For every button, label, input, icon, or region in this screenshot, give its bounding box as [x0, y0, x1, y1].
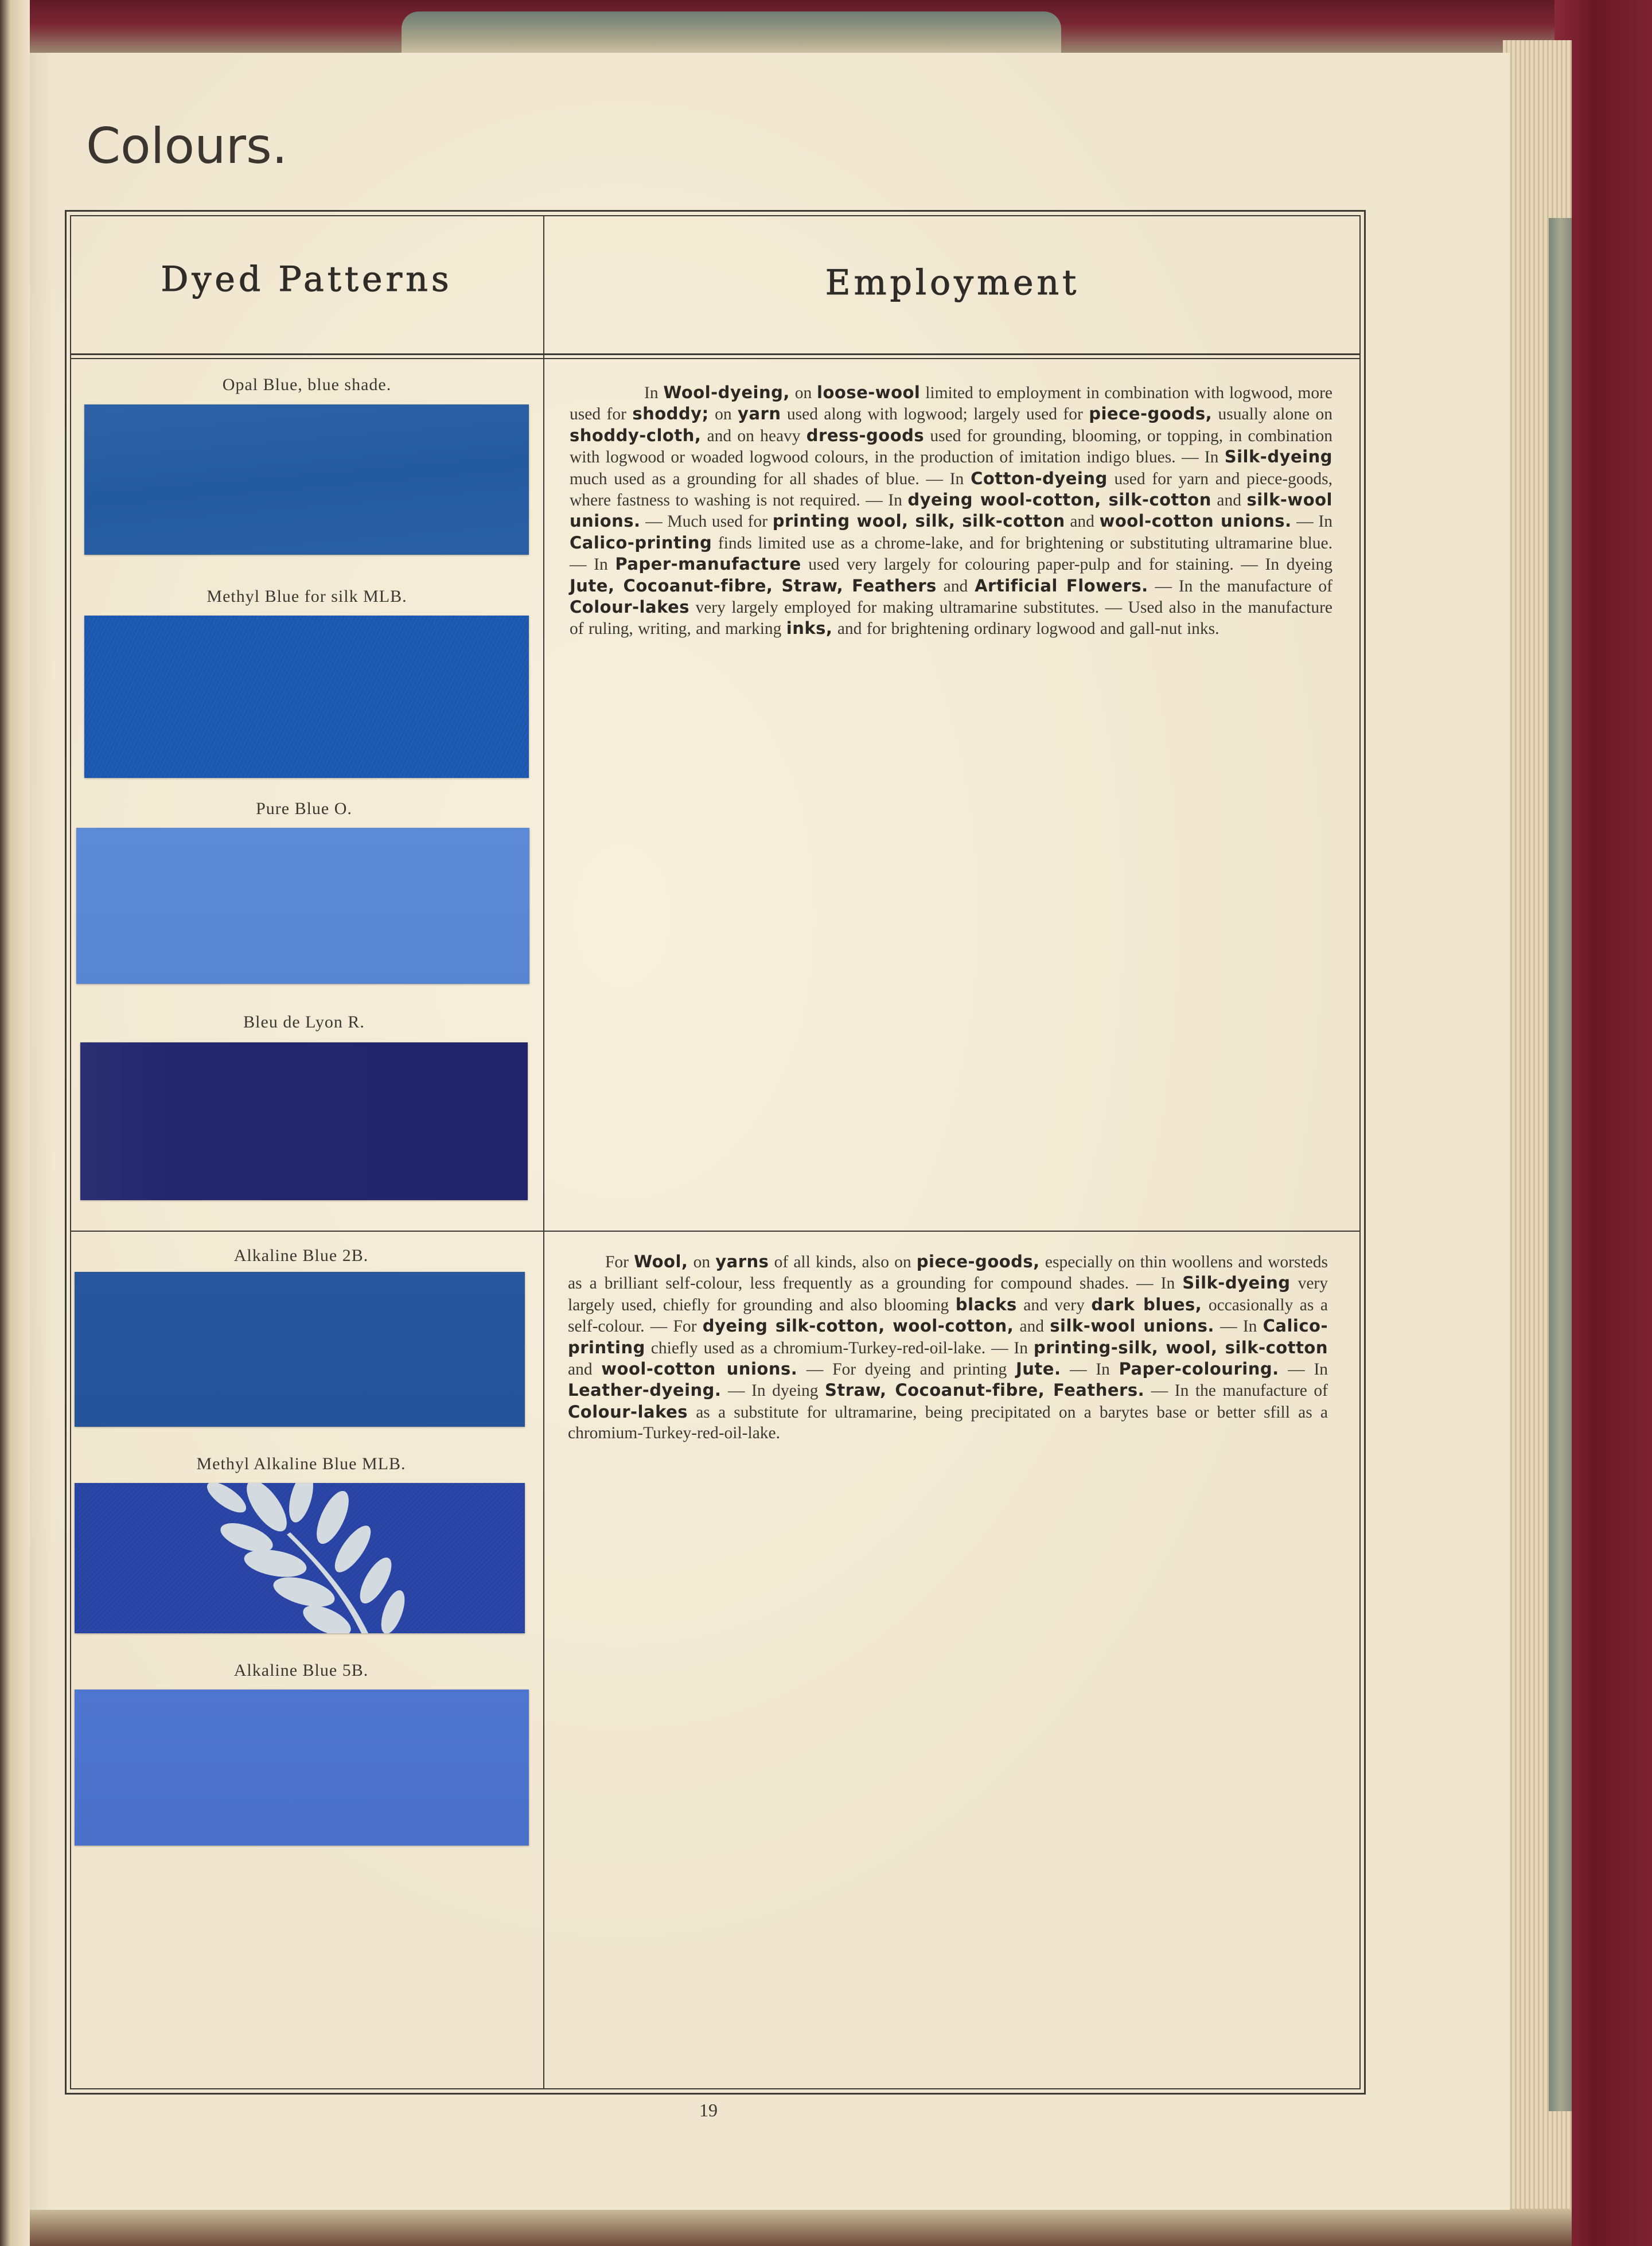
leaf-pattern-icon [75, 1483, 525, 1633]
keyword: Artificial Flowers. [975, 575, 1148, 595]
employment-text-group-2: For Wool, on yarns of all kinds, also on piece-goods, especially on thin woollens and worsteds as a brilliant self-colour, less frequently as a grounding for compound shades. — In Silk-dyeing very largely used, chiefly for grounding and also blooming blacks and very dark blues, occasionally as a self-colour. — For dyeing silk-cotton, wool-cotton, and silk-wool unions. — In Calico-printing chiefly used as a chromium-Turkey-red-oil-lake. — In printing-silk, wool, silk-cotton and wool-cotton unions. — For dyeing and printing Jute. — In Paper-colouring. — In Leather-dyeing. — In dyeing Straw, Cocoanut-fibre, Feathers. — In the manufacture of Colour-lakes as a substitute for ultramarine, being precipitated on a barytes base or better sfill as a chromium-Turkey-red-oil-lake. [568, 1252, 1328, 1443]
swatch-label: Alkaline Blue 5B. [233, 1661, 369, 1680]
keyword: Leather-dyeing. [568, 1380, 722, 1400]
swatch-label: Methyl Alkaline Blue MLB. [196, 1454, 406, 1473]
keyword: Jute, Cocoanut-fibre, Straw, Feathers [570, 575, 937, 595]
column-header-dyed-patterns: Dyed Patterns [161, 259, 453, 299]
fabric-swatch-methyl-alkaline-blue [75, 1483, 525, 1633]
group-divider [70, 1231, 1361, 1232]
keyword: Colour-lakes [570, 597, 689, 617]
keyword: Cotton-dyeing [971, 468, 1108, 488]
keyword: Calico-printing [570, 532, 712, 552]
swatch-label: Alkaline Blue 2B. [233, 1246, 369, 1265]
keyword: Wool, [634, 1252, 688, 1271]
swatch-label: Bleu de Lyon R. [243, 1013, 365, 1031]
keyword: Wool-dyeing, [663, 383, 790, 402]
binding-strip [1549, 218, 1572, 2111]
keyword: piece-goods, [1089, 404, 1213, 424]
employment-text-group-1: In Wool-dyeing, on loose-wool limited to employment in combination with logwood, more used for shoddy; on yarn used along with logwood; largely used for piece-goods, usually alone on shoddy-cloth, and on heavy dress-goods used for grounding, blooming, or topping, in combination with logwood or woaded logwood colours, in the production of imitation indigo blues. — In Silk-dyeing much used as a grounding for all shades of blue. — In Cotton-dyeing used for yarn and piece-goods, where fastness to washing is not required. — In dyeing wool-cotton, silk-cotton and silk-wool unions. — Much used for printing wool, silk, silk-cotton and wool-cotton unions. — In Calico-printing finds limited use as a chrome-lake, and for brightening or substituting ultramarine blue. — In Paper-manufacture used very largely for colouring paper-pulp and for staining. — In dyeing Jute, Cocoanut-fibre, Straw, Feathers and Artificial Flowers. — In the manufacture of Colour-lakes very largely employed for making ultramarine substitutes. — Used also in the manufacture of ruling, writing, and marking inks, and for brightening ordinary logwood and gall-nut inks. [570, 383, 1333, 639]
book-bottom-edge [0, 2209, 1572, 2246]
binding-cloth [402, 11, 1061, 57]
column-divider [543, 215, 544, 2089]
swatch-label: Pure Blue O. [256, 799, 352, 818]
keyword: Jute. [1015, 1359, 1061, 1379]
fabric-swatch-bleu-de-lyon [80, 1042, 528, 1200]
column-header-employment: Employment [825, 263, 1080, 303]
page-number: 19 [699, 2100, 718, 2120]
swatch-label: Opal Blue, blue shade. [222, 375, 392, 394]
keyword: piece-goods, [916, 1252, 1040, 1271]
keyword: shoddy-cloth, [570, 425, 702, 445]
keyword: dyeing wool-cotton, silk-cotton [907, 490, 1211, 510]
keyword: loose-wool [817, 383, 921, 402]
keyword: wool-cotton unions. [601, 1359, 798, 1379]
keyword: Calico-printing [568, 1316, 1328, 1357]
keyword: Silk-dyeing [1224, 447, 1332, 467]
keyword: Silk-dyeing [1182, 1273, 1291, 1293]
keyword: shoddy; [632, 404, 709, 424]
fabric-swatch-alkaline-blue-5b [75, 1690, 529, 1846]
keyword: silk-wool unions. [1050, 1316, 1214, 1336]
keyword: printing wool, silk, silk-cotton [772, 511, 1065, 531]
keyword: inks, [786, 618, 833, 639]
keyword: wool-cotton unions. [1099, 511, 1292, 531]
swatch-label: Methyl Blue for silk MLB. [206, 587, 407, 606]
keyword: yarns [715, 1252, 769, 1271]
keyword: Straw, Cocoanut-fibre, Feathers. [825, 1380, 1145, 1400]
fabric-swatch-methyl-blue [84, 616, 529, 778]
keyword: silk-wool unions. [570, 490, 1332, 531]
header-divider-2 [70, 358, 1361, 359]
keyword: Colour-lakes [568, 1402, 688, 1422]
book-left-edge [0, 0, 30, 2246]
keyword: yarn [738, 404, 781, 424]
keyword: dyeing silk-cotton, wool-cotton, [702, 1316, 1014, 1336]
keyword: Paper-colouring. [1119, 1359, 1279, 1379]
book-binding-top [0, 0, 1652, 55]
keyword: dress-goods [806, 425, 925, 445]
header-divider [70, 353, 1361, 355]
keyword: printing-silk, wool, silk-cotton [1033, 1337, 1328, 1357]
fabric-swatch-opal-blue [84, 404, 529, 555]
fabric-swatch-pure-blue [76, 828, 529, 984]
page-title: Colours. [86, 118, 288, 175]
keyword: Paper-manufacture [615, 554, 801, 574]
keyword: blacks [955, 1294, 1017, 1314]
fabric-swatch-alkaline-blue-2b [75, 1272, 525, 1427]
keyword: dark blues, [1091, 1294, 1202, 1314]
